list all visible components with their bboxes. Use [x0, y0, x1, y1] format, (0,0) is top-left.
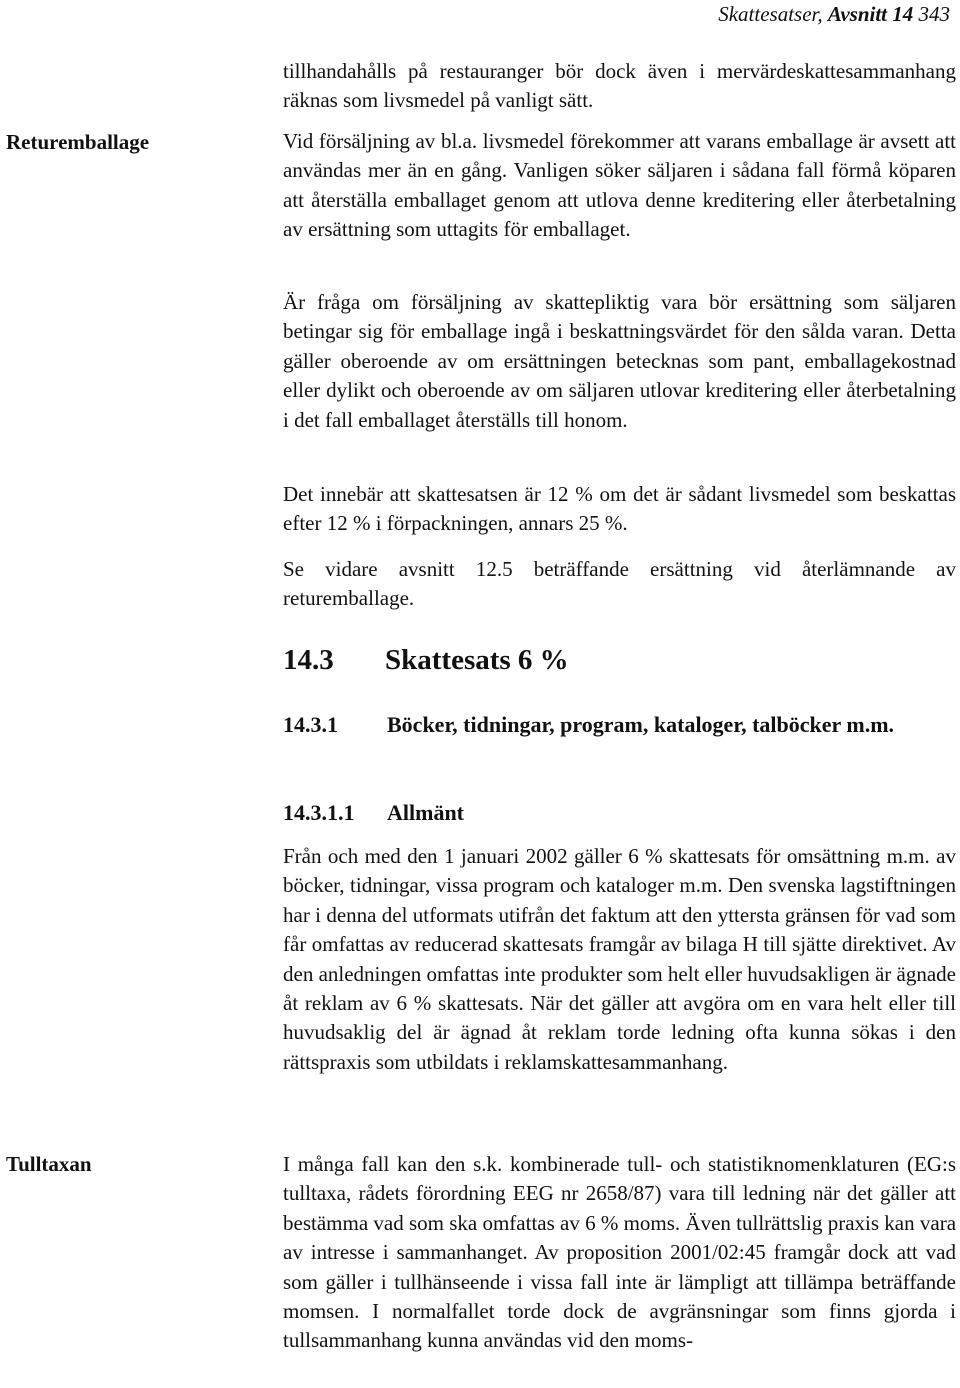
- paragraph-tulltaxan: I många fall kan den s.k. kombinerade tull- och statistiknomenklaturen (EG:s tulltaxa, rådets förordning EEG nr 2658/87) vara till ledning när det gäller att bestämma vad som ska omfattas av 6 % moms. Även tullrättslig praxis kan vara av intresse i sammanhanget. Av proposition 2001/02:45 framgår dock att vad som gäller i tullhänseende i vissa fall inte är lämpligt att tillämpa beträffande momsen. I normalfallet torde dock de avgränsningar som finns gjorda i tullsammanhang kunna användas vid den moms-: [283, 1152, 957, 1353]
- section-title: Skattesats 6 %: [385, 644, 569, 676]
- running-header: [718, 2, 950, 27]
- subsubsection-title: Allmänt: [387, 800, 464, 825]
- paragraph-allmant: Från och med den 1 januari 2002 gäller 6 % skattesats för omsättning m.m. av böcker, tidningar, vissa program och kataloger m.m. Den svenska lagstiftningen har i denna del utformats utifrån det faktum att den yttersta gränsen för vad som får omfattas av reducerad skattesats framgår av bilaga H till sjätte direktivet. Av den anledningen omfattas inte produkter som helt eller huvudsakligen är ägnade åt reklam av 6 % skattesats. När det gäller att avgöra om en vara helt eller till huvudsaklig del är ägnad åt reklam torde ledning ofta kunna sökas i den rättspraxis som utbildats i reklamskattesammanhang.: [283, 844, 956, 1074]
- paragraph-skattesatsen: Det innebär att skattesatsen är 12 % om det är sådant livsmedel som beskattas efter 12 % i förpackningen, annars 25 %.: [283, 482, 956, 536]
- subsubsection-heading-14-3-1-1: [283, 798, 956, 827]
- paragraph-skattepliktig-vara: Är fråga om försäljning av skattepliktig vara bör ersättning som säljaren betingar sig för emballage ingå i beskattningsvärdet för den sålda varan. Detta gäller oberoende av om ersättningen betecknas som pant, emballagekostnad eller dylikt och oberoende av om säljaren utlovar kreditering eller återbetalning i det fall emballaget återställs till honom.: [283, 290, 956, 432]
- page-number: 343: [913, 2, 950, 26]
- paragraph-returemballage: Vid försäljning av bl.a. livsmedel förekommer att varans emballage är avsett att användas mer än en gång. Vanligen söker säljaren i sådana fall förmå köparen att återställa emballaget genom att utlova denne kreditering eller återbetalning av ersättning som uttagits för emballaget.: [283, 129, 956, 242]
- section-number: 14.3: [283, 644, 334, 676]
- section-heading-14-3: [283, 644, 569, 677]
- paragraph-restauranger: tillhandahålls på restauranger bör dock även i mervärdeskattesammanhang räknas som livsmedel på vanligt sätt.: [283, 59, 956, 113]
- subsubsection-number: 14.3.1.1: [283, 800, 355, 825]
- subsection-number: 14.3.1: [283, 712, 338, 737]
- header-title: Skattesatser,: [718, 2, 828, 26]
- paragraph-se-vidare: Se vidare avsnitt 12.5 beträffande ersättning vid återlämnande av returemballage.: [283, 557, 956, 611]
- margin-label-tulltaxan: Tulltaxan: [6, 1152, 92, 1176]
- subsection-heading-14-3-1: [283, 710, 956, 739]
- subsection-title: Böcker, tidningar, program, kataloger, talböcker m.m.: [387, 712, 895, 737]
- margin-label-returemballage: Returemballage: [6, 130, 150, 154]
- header-section: Avsnitt 14: [827, 2, 914, 26]
